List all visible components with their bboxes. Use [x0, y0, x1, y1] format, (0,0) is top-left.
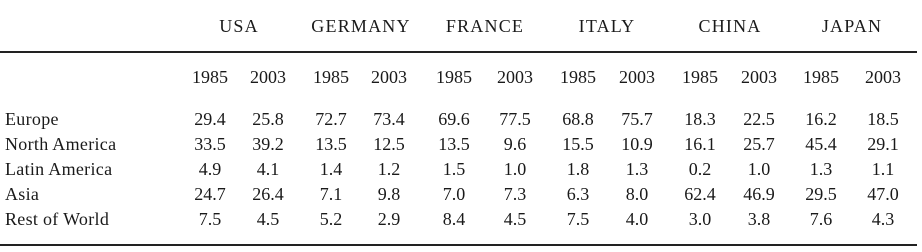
table-cell: 33.5 [194, 134, 226, 154]
table-cell: 10.9 [621, 134, 653, 154]
table-cell: 39.2 [252, 134, 284, 154]
year-header: 1985 [436, 67, 472, 87]
table-cell: 7.1 [319, 184, 343, 204]
table-cell: 26.4 [252, 184, 284, 204]
table-cell: 69.6 [438, 109, 470, 129]
table-cell: 1.4 [319, 159, 343, 179]
table-cell: 4.1 [256, 159, 280, 179]
table-cell: 8.0 [625, 184, 649, 204]
table-cell: 4.9 [198, 159, 222, 179]
top-rule [0, 51, 917, 53]
table-cell: 29.1 [867, 134, 899, 154]
table-cell: 24.7 [194, 184, 226, 204]
table-cell: 13.5 [315, 134, 347, 154]
table-cell: 3.0 [688, 209, 712, 229]
table-cell: 75.7 [621, 109, 653, 129]
table-cell: 1.1 [871, 159, 895, 179]
table-cell: 22.5 [743, 109, 775, 129]
table-cell: 1.0 [503, 159, 527, 179]
table-cell: 7.5 [566, 209, 590, 229]
table-cell: 1.5 [442, 159, 466, 179]
table-cell: 29.5 [805, 184, 837, 204]
country-header-china: CHINA [698, 16, 762, 36]
country-header-japan: JAPAN [821, 16, 883, 36]
table-cell: 45.4 [805, 134, 837, 154]
table-cell: 12.5 [373, 134, 405, 154]
table-cell: 47.0 [867, 184, 899, 204]
year-header: 2003 [619, 67, 655, 87]
row-label: North America [5, 134, 117, 154]
table-cell: 25.7 [743, 134, 775, 154]
table-cell: 4.0 [625, 209, 649, 229]
table-cell: 1.2 [377, 159, 401, 179]
table-cell: 4.3 [871, 209, 895, 229]
country-header-italy: ITALY [578, 16, 636, 36]
table-cell: 0.2 [688, 159, 712, 179]
year-header: 1985 [682, 67, 718, 87]
year-header: 2003 [497, 67, 533, 87]
bottom-rule [0, 244, 917, 246]
year-header: 2003 [250, 67, 286, 87]
table-cell: 7.5 [198, 209, 222, 229]
year-header: 1985 [803, 67, 839, 87]
table-cell: 18.3 [684, 109, 716, 129]
table-cell: 4.5 [256, 209, 280, 229]
table-cell: 6.3 [566, 184, 590, 204]
table-cell: 73.4 [373, 109, 405, 129]
row-label: Europe [5, 109, 59, 129]
year-header: 1985 [192, 67, 228, 87]
table-cell: 18.5 [867, 109, 899, 129]
year-header: 2003 [371, 67, 407, 87]
table-cell: 1.3 [809, 159, 833, 179]
table-cell: 2.9 [377, 209, 401, 229]
country-header-france: FRANCE [445, 16, 525, 36]
table-cell: 7.0 [442, 184, 466, 204]
table-cell: 4.5 [503, 209, 527, 229]
table-cell: 68.8 [562, 109, 594, 129]
table-cell: 1.3 [625, 159, 649, 179]
row-label: Rest of World [5, 209, 110, 229]
year-header: 1985 [313, 67, 349, 87]
table-cell: 13.5 [438, 134, 470, 154]
table-cell: 8.4 [442, 209, 466, 229]
table-cell: 7.3 [503, 184, 527, 204]
table-cell: 3.8 [747, 209, 771, 229]
row-label: Latin America [5, 159, 113, 179]
table-cell: 7.6 [809, 209, 833, 229]
table-cell: 1.8 [566, 159, 590, 179]
table-cell: 72.7 [315, 109, 347, 129]
table-cell: 46.9 [743, 184, 775, 204]
table-cell: 29.4 [194, 109, 226, 129]
country-header-germany: GERMANY [311, 16, 411, 36]
table-cell: 5.2 [319, 209, 343, 229]
table-cell: 9.6 [503, 134, 527, 154]
table-cell: 25.8 [252, 109, 284, 129]
year-header: 2003 [741, 67, 777, 87]
table-cell: 15.5 [562, 134, 594, 154]
table-cell: 1.0 [747, 159, 771, 179]
year-header: 1985 [560, 67, 596, 87]
table-cell: 77.5 [499, 109, 531, 129]
year-header: 2003 [865, 67, 901, 87]
table-cell: 62.4 [684, 184, 716, 204]
table-cell: 16.2 [805, 109, 837, 129]
table-cell: 16.1 [684, 134, 716, 154]
table-cell: 9.8 [377, 184, 401, 204]
row-label: Asia [5, 184, 40, 204]
country-header-usa: USA [219, 16, 259, 36]
